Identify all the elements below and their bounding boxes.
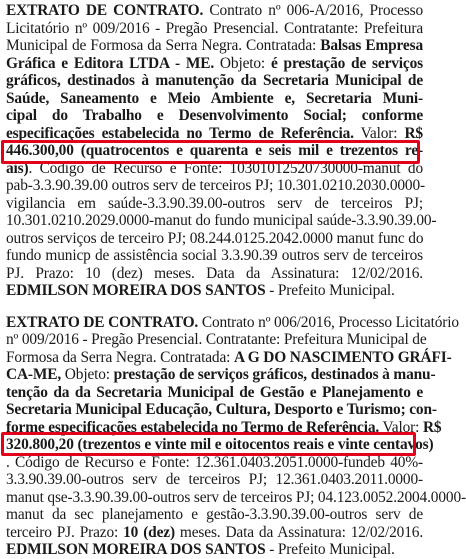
bold-text-run: A G DO NASCIMENTO GRÁFI-	[233, 348, 452, 366]
bold-text-run: EDMILSON MOREIRA DOS SANTOS	[6, 541, 266, 558]
bold-text-run: ais)	[6, 159, 29, 177]
text-run: meses. Data da Assinatura: 12/02/2016.	[174, 523, 424, 541]
text-run: outros serviços de terceiro PJ; 08.244.0125.2042.0000 manut func do	[6, 229, 424, 247]
text-line	[6, 488, 466, 507]
bold-text-run: tenção da da Secretaria Municipal de Gestão e Planejamento e	[6, 383, 423, 401]
bold-text-run: prestação de serviços gráficos, destinados à manu-	[113, 366, 436, 383]
text-run: Objeto:	[214, 54, 271, 72]
text-run: Licitatório nº 009/2016 - Pregão Presencial. Contratante: Prefeitura	[6, 19, 423, 37]
bold-text-run: especificações estabelecida no Termo de Referência.	[6, 124, 354, 142]
bold-text-run: EDMILSON MOREIRA DOS SANTOS	[6, 282, 266, 299]
bold-text-run: gráficos, destinados à manutenção da Secretaria Municipal de	[6, 72, 423, 89]
bold-text-run: cipal do Trabalho e Desenvolvimento Social; conforme	[6, 107, 423, 124]
text-line	[6, 454, 423, 472]
text-run: - Prefeito Municipal.	[265, 541, 395, 558]
text-run: 10.301.0210.2029.0000-manut do fundo municipal saúde-3.3.90.39.00-	[6, 212, 437, 229]
text-run: pab-3.3.90.39.00 outros serv de terceiros PJ; 10.301.0210.2030.0000-	[6, 177, 425, 194]
text-line	[6, 247, 423, 265]
text-line	[6, 282, 423, 300]
text-line	[6, 37, 423, 55]
bold-text-run: 446.300,00 (quatrocentos e quarenta e seis mil e trezentos re-	[6, 142, 423, 159]
bold-text-run: Secretaria Municipal Educação, Cultura, Desporto e Turismo; con-	[6, 401, 437, 418]
bold-text-run: R$	[422, 418, 442, 436]
bold-text-run: EXTRATO DE CONTRATO.	[6, 313, 199, 331]
text-line	[6, 212, 437, 230]
text-line	[6, 348, 452, 367]
text-line	[6, 230, 423, 248]
text-run: Objeto:	[61, 366, 114, 383]
bold-text-run: é prestação de serviços	[270, 54, 423, 72]
text-line	[6, 160, 423, 178]
text-run: Contrato nº 006-A/2016, Processo	[203, 2, 424, 19]
text-run: Municipal de Formosa da Serra Negra. Contratada:	[6, 37, 321, 54]
text-line	[6, 541, 423, 559]
text-run: - Prefeito Municipal.	[265, 282, 395, 299]
text-run: Formosa da Serra Negra. Contratada:	[6, 348, 234, 366]
text-line	[6, 313, 459, 332]
text-run: manut qse-3.3.90.39.00-outros serv de terceiros PJ; 04.123.0052.2004.0000-	[6, 488, 466, 506]
text-run: 3.3.90.39.00-outros serv de terceiros PJ; 12.361.0403.2011.0000-	[6, 471, 423, 488]
bold-text-run: EXTRATO DE CONTRATO.	[6, 2, 204, 19]
text-run: nº 009/2016 - Pregão Presencial. Contratante: Prefeitura Municipal de	[6, 331, 427, 348]
bold-text-run: Gráfica e Editora LTDA - ME.	[6, 54, 215, 72]
bold-text-run: Balsas Empresa	[320, 37, 423, 54]
text-line	[6, 384, 423, 402]
text-line	[6, 401, 437, 419]
text-line	[6, 331, 427, 349]
contract-extract-notice-2	[6, 313, 466, 559]
text-line	[6, 366, 436, 384]
text-line	[6, 107, 423, 125]
text-run: . Código de Recurso e Fonte: 10301012520730000-manut do	[28, 159, 423, 177]
text-line	[6, 265, 423, 283]
text-line	[6, 2, 423, 20]
contract-extract-notice-1	[6, 2, 437, 300]
bold-text-run: R$	[404, 124, 423, 142]
text-line	[6, 524, 423, 542]
text-line	[6, 471, 423, 489]
text-line	[6, 436, 434, 454]
text-run: Contrato nº 006/2016, Processo Licitatório	[198, 313, 459, 331]
text-run: Valor:	[379, 418, 423, 436]
bold-text-run: CA-ME,	[6, 366, 62, 383]
bold-text-run: 10 (dez)	[123, 523, 175, 541]
bold-text-run: forme especificações estabelecida no Termo de Referência.	[6, 418, 380, 436]
text-line	[6, 20, 423, 38]
bold-text-run: Saúde, Saneamento e Meio Ambiente e, Secretaria Muni-	[6, 89, 423, 107]
text-line	[6, 195, 423, 213]
text-line	[6, 55, 423, 73]
text-line	[6, 177, 423, 195]
bold-text-run: 320.800,20 (trezentos e vinte mil e oitocentos reais e vinte centavos)	[6, 436, 434, 453]
text-line	[6, 125, 423, 143]
text-line	[6, 418, 442, 437]
text-run: terceiro PJ. Prazo:	[6, 523, 124, 541]
text-line	[6, 142, 423, 160]
text-run: vigilancia em saúde-3.3.90.39.00-outros serv de terceiros PJ;	[6, 194, 423, 212]
text-run: . Código de Recurso e Fonte: 12.361.0403.2051.0000-fundeb 40%-	[6, 453, 423, 471]
text-line	[6, 90, 423, 108]
text-run: fundo municp de assistência social 3.3.90.39 outros serv de terceiros	[6, 247, 423, 264]
text-line	[6, 72, 423, 90]
text-run: PJ. Prazo: 10 (dez) meses. Data da Assinatura: 12/02/2016.	[6, 264, 423, 282]
gazette-page	[6, 2, 466, 559]
text-run: Valor:	[353, 124, 405, 142]
text-run: manut da sec planejamento e gestão-3.3.90.39.00-outros serv de	[6, 506, 423, 523]
text-line	[6, 506, 423, 524]
